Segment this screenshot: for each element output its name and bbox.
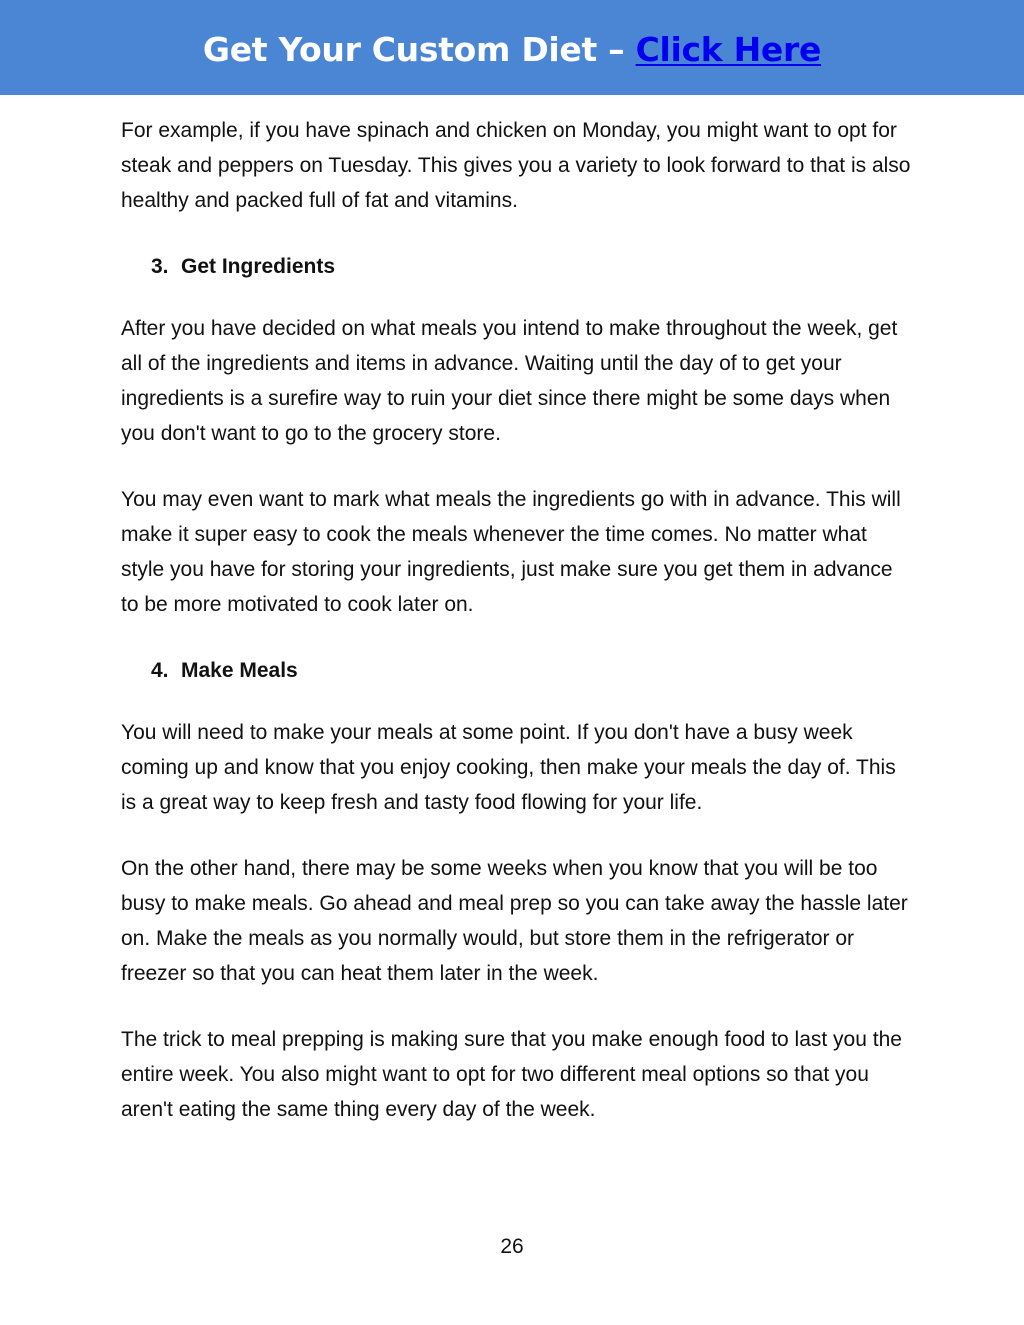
click-here-link[interactable]: Click Here (635, 30, 822, 69)
heading-text: Get Ingredients (181, 255, 336, 278)
paragraph-meal-prep-trick: The trick to meal prepping is making sure that you make enough food to last you the entire week. You also might want to opt for two different meal options so that you aren't eating the same thing every day of the week. (121, 1028, 902, 1121)
page-number: 26 (500, 1235, 524, 1258)
heading-number: 4. (151, 659, 169, 682)
heading-number: 3. (151, 255, 169, 278)
page-content (121, 113, 911, 1158)
heading-text: Make Meals (181, 659, 298, 682)
paragraph-mark-ingredients: You may even want to mark what meals the ingredients go with in advance. This will make it super easy to cook the meals whenever the time comes. No matter what style you have for storing your ingredients, just make sure you get them in advance to be more motivated to cook later on. (121, 488, 901, 616)
paragraph-meal-prep: On the other hand, there may be some weeks when you know that you will be too busy to make meals. Go ahead and meal prep so you can take away the hassle later on. Make the meals as you normally would, but store them in the refrigerator or freezer so that you can heat them later in the week. (121, 857, 908, 985)
paragraph-make-meals: You will need to make your meals at some point. If you don't have a busy week coming up and know that you enjoy cooking, then make your meals the day of. This is a great way to keep fresh and tasty food flowing for your life. (121, 721, 896, 814)
header-banner (0, 0, 1024, 95)
paragraph-variety: For example, if you have spinach and chicken on Monday, you might want to opt for steak and peppers on Tuesday. This gives you a variety to look forward to that is also healthy and packed full of fat and vitamins. (121, 119, 911, 212)
paragraph-ingredients-advance: After you have decided on what meals you intend to make throughout the week, get all of the ingredients and items in advance. Waiting until the day of to get your ingredients is a surefire way to ruin your diet since there might be some days when you don't want to go to the grocery store. (121, 317, 898, 445)
section-heading-make-meals (151, 653, 911, 688)
banner-title (203, 30, 821, 69)
section-heading-get-ingredients (151, 249, 911, 284)
banner-prefix: Get Your Custom Diet – (202, 30, 636, 69)
